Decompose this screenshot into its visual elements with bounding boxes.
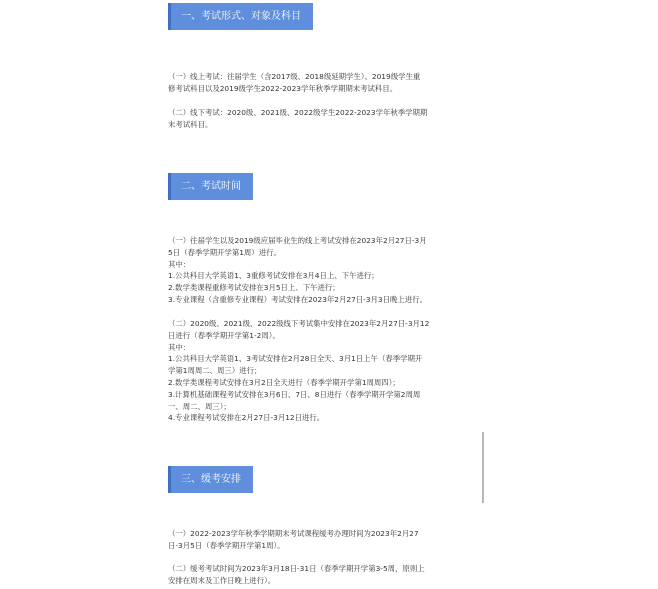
text-line: 1.公共科目大学英语1、3考试安排在2月28日全天、3月1日上午（春季学期开: [168, 354, 423, 364]
text-line: 4.专业课程考试安排在2月27日-3月12日进行。: [168, 413, 325, 423]
paragraph: [168, 71, 498, 95]
text-line: （一）2022-2023学年秋季学期期末考试课程缓考办理时间为2023年2月27: [168, 529, 419, 538]
section-title: 二、考试时间: [171, 173, 253, 200]
section-title: 一、考试形式、对象及科目: [171, 3, 313, 30]
text-line: 安排在周末及工作日晚上进行）。: [168, 575, 276, 585]
paragraph: [168, 107, 498, 131]
text-line: （一）线上考试：往届学生（含2017级、2018级延期学生）、2019级学生重: [168, 72, 421, 81]
text-line: 末考试科目。: [168, 119, 213, 129]
section-heading-2: [168, 173, 253, 200]
text-line: （一）往届学生以及2019级应届毕业生的线上考试安排在2023年2月27日-3月: [168, 236, 427, 245]
text-line: 5日（春季学期开学第1周）进行。: [168, 247, 281, 257]
text-line: 2.数学类课程重修考试安排在3月5日上、下午进行；: [168, 283, 340, 293]
text-line: 修考试科目以及2019级学生2022-2023学年秋季学期期末考试科目。: [168, 83, 398, 93]
paragraph: [168, 563, 498, 587]
section-heading-1: [168, 3, 313, 30]
text-line: （二）2020级、2021级、2022级线下考试集中安排在2023年2月27日-3月12: [168, 319, 430, 328]
text-line: 学第1周周二、周三）进行；: [168, 366, 262, 376]
text-line: （二）缓考考试时间为2023年3月18日-31日（春季学期开学第3-5周，原则上: [168, 564, 425, 573]
text-line: （二）线下考试：2020级、2021级、2022级学生2022-2023学年秋季学期期: [168, 108, 428, 117]
paragraph: [168, 528, 498, 552]
text-line: 3.计算机基础课程考试安排在3月6日、7日、8日进行（春季学期开学第2周周: [168, 389, 421, 399]
paragraph: [168, 235, 498, 306]
section-title: 三、缓考安排: [171, 466, 253, 493]
text-line: 3.专业课程（含重修专业课程）考试安排在2023年2月27日-3月3日晚上进行。: [168, 294, 427, 304]
text-line: 2.数学类课程考试安排在3月2日全天进行（春季学期开学第1周周四）；: [168, 377, 400, 387]
text-line: 1.公共科目大学英语1、3重修考试安排在3月4日上、下午进行；: [168, 271, 379, 281]
paragraph: [168, 318, 498, 424]
section-heading-3: [168, 466, 253, 493]
text-line: 日进行（春季学期开学第1-2周）。: [168, 330, 280, 340]
text-line: 一、周二、周三）；: [168, 401, 231, 411]
text-line: 其中：: [168, 342, 191, 352]
text-line: 日-3月5日（春季学期开学第1周）。: [168, 540, 285, 550]
scrollbar[interactable]: [482, 432, 484, 503]
text-line: 其中：: [168, 259, 191, 269]
